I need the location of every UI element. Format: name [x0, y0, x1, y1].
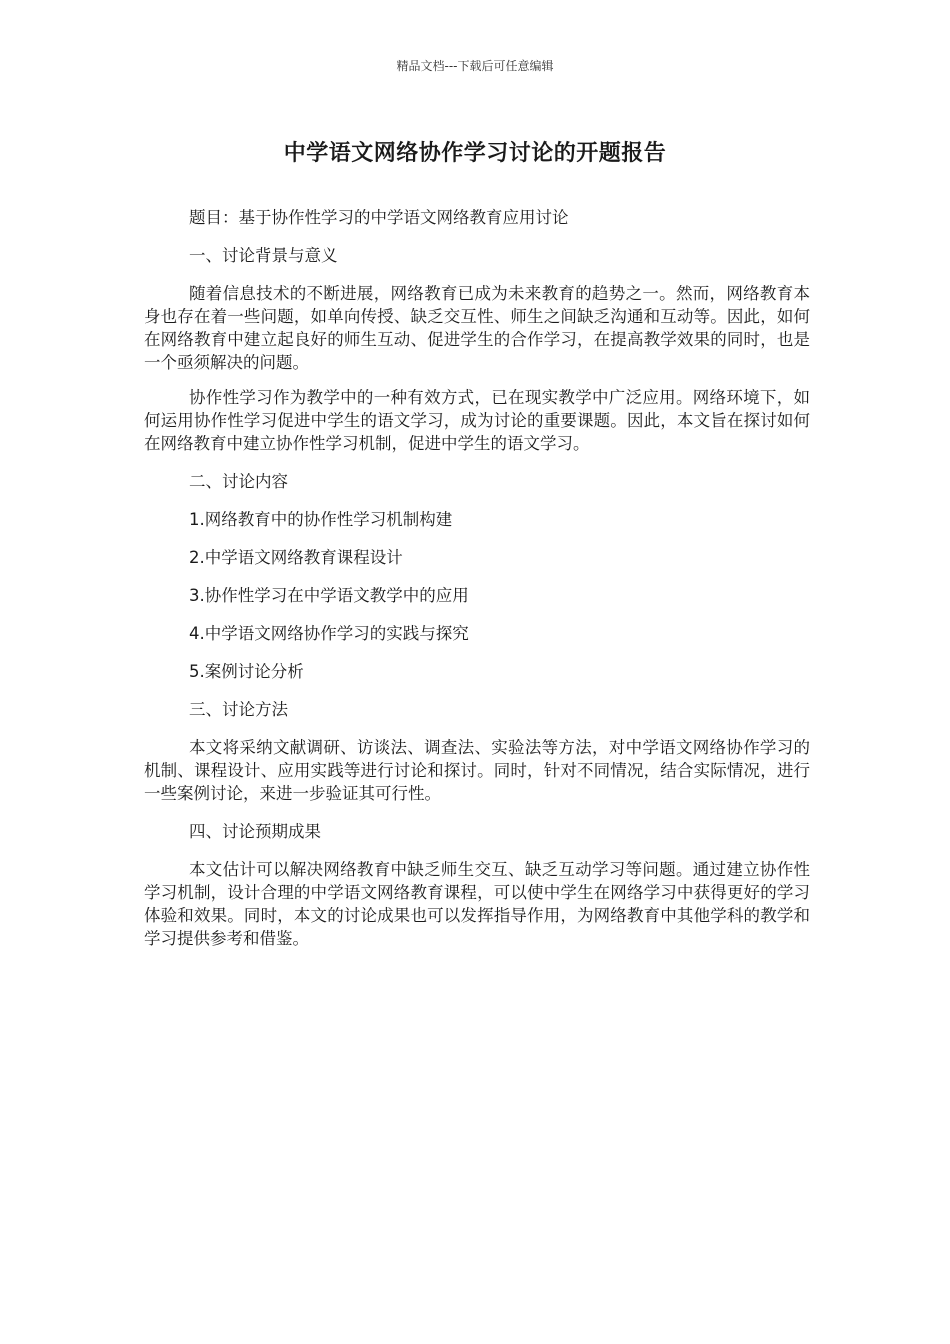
- section1-heading: 一、讨论背景与意义: [189, 246, 338, 265]
- list-item: 4.中学语文网络协作学习的实践与探究: [189, 624, 469, 643]
- document-title: 中学语文网络协作学习讨论的开题报告: [283, 141, 667, 166]
- section4-paragraph: 本文估计可以解决网络教育中缺乏师生交互、缺乏互动学习等问题。通过建立协作性学习机制，设计合理的中学语文网络教育课程，可以使中学生在网络学习中获得更好的学习体验和效果。同时，本文的讨论成果也可以发挥指导作用，为网络教育中其他学科的教学和学习提供参考和借鉴。: [144, 860, 810, 948]
- section4-heading: 四、讨论预期成果: [189, 822, 321, 841]
- section1-paragraph-2: 协作性学习作为教学中的一种有效方式，已在现实教学中广泛应用。网络环境下，如何运用协作性学习促进中学生的语文学习，成为讨论的重要课题。因此，本文旨在探讨如何在网络教育中建立协作性学习机制，促进中学生的语文学习。: [144, 388, 810, 453]
- document-body: [144, 206, 810, 950]
- section3-paragraph: 本文将采纳文献调研、访谈法、调查法、实验法等方法，对中学语文网络协作学习的机制、课程设计、应用实践等进行讨论和探讨。同时，针对不同情况，结合实际情况，进行一些案例讨论，来进一步验证其可行性。: [144, 738, 810, 803]
- section1-paragraph-1: 随着信息技术的不断进展，网络教育已成为未来教育的趋势之一。然而，网络教育本身也存在着一些问题，如单向传授、缺乏交互性、师生之间缺乏沟通和互动等。因此，如何在网络教育中建立起良好的师生互动、促进学生的合作学习，在提高教学效果的同时，也是一个亟须解决的问题。: [144, 284, 810, 372]
- list-item: 2.中学语文网络教育课程设计: [189, 548, 403, 567]
- list-item: 5.案例讨论分析: [189, 662, 304, 681]
- topic-line: 题目：基于协作性学习的中学语文网络教育应用讨论: [189, 208, 569, 227]
- list-item: 3.协作性学习在中学语文教学中的应用: [189, 586, 469, 605]
- section3-heading: 三、讨论方法: [189, 700, 288, 719]
- section2-heading: 二、讨论内容: [189, 472, 288, 491]
- list-item: 1.网络教育中的协作性学习机制构建: [189, 510, 453, 529]
- page-header-watermark: 精品文档---下载后可任意编辑: [396, 59, 554, 73]
